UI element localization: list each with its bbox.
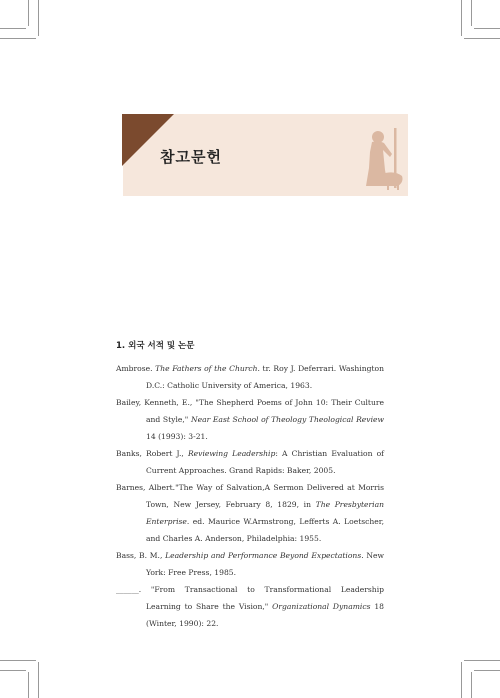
crop-mark [474,28,500,29]
crop-mark [38,662,39,698]
reference-entry: Bass, B. M., Leadership and Performance Beyond Expectations. New York: Free Press, 1985. [116,551,384,577]
crop-mark [471,672,472,698]
section-heading: 1. 외국 서적 및 논문 [116,341,195,351]
crop-mark [0,28,26,29]
reference-list [116,360,384,632]
crop-mark [461,662,462,698]
crop-mark [471,0,472,26]
crop-mark [38,0,39,36]
crop-mark [28,672,29,698]
reference-entry: Barnes, Albert."The Way of Salvation,A Sermon Delivered at Morris Town, New Jersey, February 8, 1829, in The Presbyterian Enterprise. ed. Maurice W.Armstrong, Lefferts A. Loetscher, and Charles A. Anderson, Philadelphia: 1955. [116,483,385,543]
reference-entry: Ambrose. The Fathers of the Church. tr. Roy J. Deferrari. Washington D.C.: Catholic University of America, 1963. [116,364,384,390]
reference-entry: Banks, Robert J., Reviewing Leadership: A Christian Evaluation of Current Approaches. Grand Rapids: Baker, 2005. [116,449,384,475]
shepherd-icon [352,124,408,194]
crop-mark [464,38,500,39]
crop-mark [0,670,26,671]
crop-mark [28,0,29,26]
crop-mark [464,660,500,661]
reference-entry: ______. "From Transactional to Transformational Leadership Learning to Share the Vision," Organizational Dynamics 18 (Winter, 1990): 22. [116,585,384,628]
crop-mark [0,38,36,39]
crop-mark [474,670,500,671]
chapter-title: 참고문헌 [160,148,222,166]
crop-mark [461,0,462,36]
crop-mark [0,660,36,661]
reference-entry: Bailey, Kenneth, E., "The Shepherd Poems of John 10: Their Culture and Style," Near East School of Theology Theological Review 14 (1993): 3-21. [116,398,385,441]
